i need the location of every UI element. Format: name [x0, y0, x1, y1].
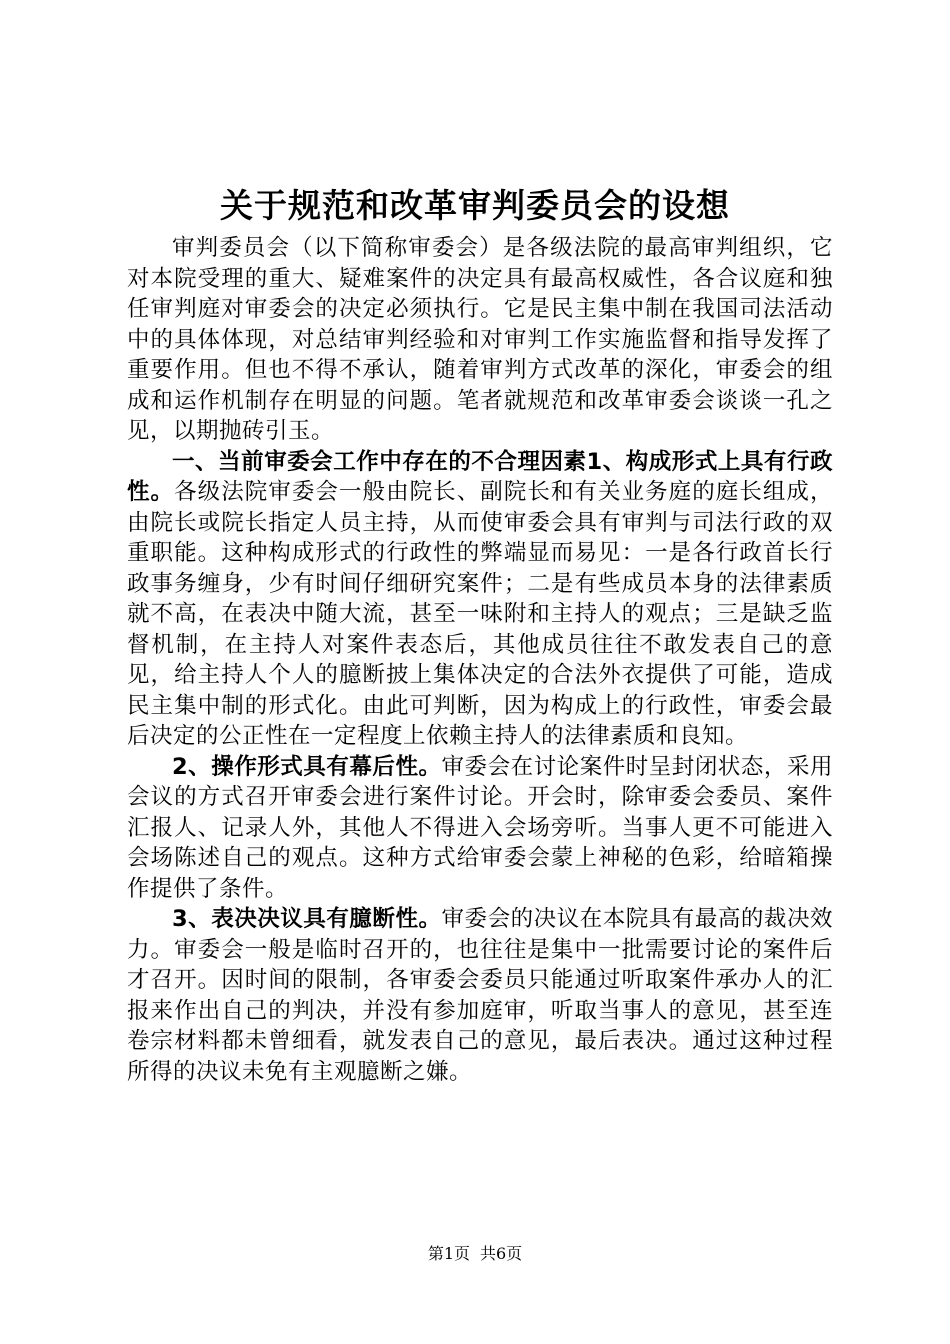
- page-number-total: 共6页: [480, 1244, 523, 1263]
- paragraph-text: 审判委员会（以下简称审委会）是各级法院的最高审判组织，它对本院受理的重大、疑难案件的决定具有最高权威性，各合议庭和独任审判庭对审委会的决定必须执行。它是民主集中制在我国司法活动中的具体体现，对总结审判经验和对审判工作实施监督和指导发挥了重要作用。但也不得不承认，随着审判方式改革的深化，审委会的组成和运作机制存在明显的问题。笔者就规范和改革审委会谈谈一孔之见，以期抛砖引玉。: [127, 235, 833, 444]
- page-number-current: 第1页: [427, 1244, 470, 1263]
- document-title: 关于规范和改革审判委员会的设想: [220, 186, 730, 225]
- paragraph-text: 审委会的决议在本院具有最高的裁决效力。审委会一般是临时召开的，也往往是集中一批需要讨论的案件后才召开。因时间的限制，各审委会委员只能通过听取案件承办人的汇报来作出自己的判决，并没有参加庭审，听取当事人的意见，甚至连卷宗材料都未曾细看，就发表自己的意见，最后表决。通过这种过程所得的决议未免有主观臆断之嫌。: [127, 906, 833, 1085]
- paragraph-lead: 一、当前审委会工作中存在的不合理因素1、构成形式上具有行政性。: [127, 448, 833, 505]
- paragraph-text: 各级法院审委会一般由院长、副院长和有关业务庭的庭长组成，由院长或院长指定人员主持，从而使审委会具有审判与司法行政的双重职能。这种构成形式的行政性的弊端显而易见：一是各行政首长行政事务缠身，少有时间仔细研究案件；二是有些成员本身的法律素质就不高，在表决中随大流，甚至一味附和主持人的观点；三是缺乏监督机制，在主持人对案件表态后，其他成员往往不敢发表自己的意见，给主持人个人的臆断披上集体决定的合法外衣提供了可能，造成民主集中制的形式化。由此可判断，因为构成上的行政性，审委会最后决定的公正性在一定程度上依赖主持人的法律素质和良知。: [127, 479, 833, 749]
- paragraph-lead: 2、操作形式具有幕后性。: [172, 753, 442, 780]
- paragraph-intro: [127, 233, 833, 447]
- page-footer: [0, 1243, 950, 1265]
- document-body: [127, 233, 833, 1087]
- paragraph-section-1: [127, 447, 833, 752]
- paragraph-lead: 3、表决决议具有臆断性。: [172, 906, 442, 932]
- paragraph-text: 审委会在讨论案件时呈封闭状态，采用会议的方式召开审委会进行案件讨论。开会时，除审委会委员、案件汇报人、记录人外，其他人不得进入会场旁听。当事人更不可能进入会场陈述自己的观点。这种方式给审委会蒙上神秘的色彩，给暗箱操作提供了条件。: [127, 753, 833, 902]
- paragraph-section-3: [127, 904, 833, 1087]
- paragraph-section-2: [127, 752, 833, 905]
